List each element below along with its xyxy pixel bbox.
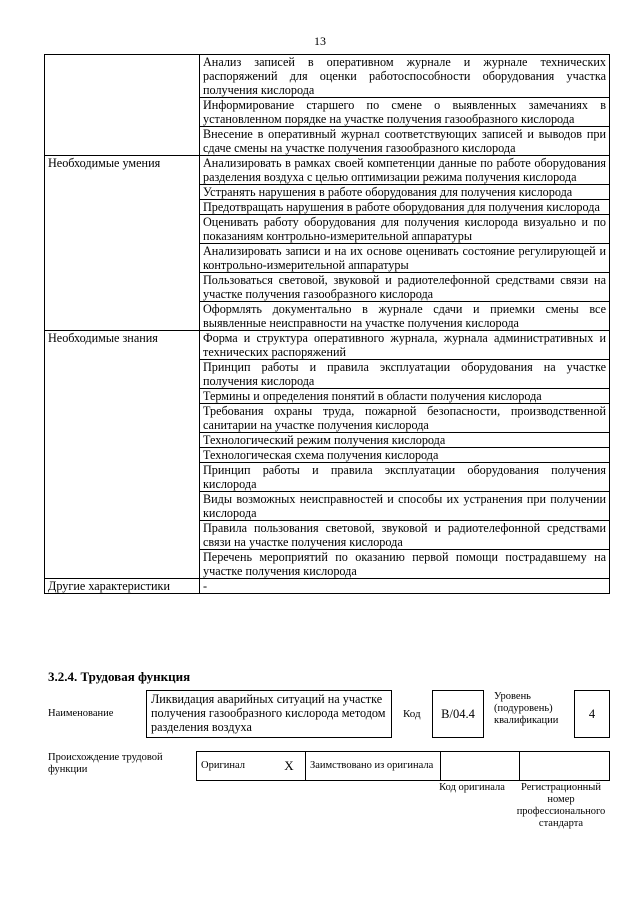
table-item: Технологическая схема получения кислорода — [200, 448, 610, 463]
function-code-value: B/04.4 — [432, 690, 484, 738]
table-item: Предотвращать нарушения в работе оборудования для получения кислорода — [200, 200, 610, 215]
origin-original-label: Оригинал — [201, 760, 245, 771]
table-item: Форма и структура оперативного журнала, журнала административных и технических распоряжений — [200, 331, 610, 360]
function-name-value: Ликвидация аварийных ситуаций на участке получения газообразного кислорода методом разделения воздуха — [146, 690, 392, 738]
table-item: Технологический режим получения кислорода — [200, 433, 610, 448]
qualification-level-value: 4 — [574, 690, 610, 738]
table-item: Требования охраны труда, пожарной безопасности, производственной санитарии на участке получения кислорода — [200, 404, 610, 433]
table-item: Анализировать записи и на их основе оценивать состояние регулирующей и контрольно-измерительной аппаратуры — [200, 244, 610, 273]
section-title: 3.2.4. Трудовая функция — [48, 669, 191, 684]
table-row — [45, 55, 610, 98]
table-item: Внесение в оперативный журнал соответствующих записей и выводов при сдаче смены на участке получения газообразного кислорода — [200, 127, 610, 156]
table-row — [45, 331, 610, 360]
original-code-caption: Код оригинала — [439, 782, 505, 793]
table-item: Виды возможных неисправностей и способы их устранения при получении кислорода — [200, 492, 610, 521]
table-item: Пользоваться световой, звуковой и радиотелефонной средствами связи на участке получения газообразного кислорода — [200, 273, 610, 302]
table-item: Анализировать в рамках своей компетенции данные по работе оборудования разделения воздуха с целью оптимизации режима получения кислорода — [200, 156, 610, 185]
table-item: Термины и определения понятий в области получения кислорода — [200, 389, 610, 404]
origin-reg-number-cell — [520, 752, 610, 781]
requirements-table — [44, 54, 610, 594]
group-label — [45, 55, 200, 156]
table-row — [45, 579, 610, 594]
origin-code-cell — [441, 752, 520, 781]
table-item: Принцип работы и правила эксплуатации оборудования получения кислорода — [200, 463, 610, 492]
table-item: Оформлять документально в журнале сдачи и приемки смены все выявленные неисправности на участке получения кислорода — [200, 302, 610, 331]
qualification-level-label: Уровень (подуровень) квалификации — [494, 691, 559, 726]
code-label: Код — [403, 708, 421, 720]
table-item: Информирование старшего по смене о выявленных замечаниях в установленном порядке на участке получения газообразного кислорода — [200, 98, 610, 127]
origin-borrowed-label: Заимствовано из оригинала — [306, 752, 441, 781]
origin-mark: X — [273, 752, 306, 781]
table-item: Устранять нарушения в работе оборудования для получения кислорода — [200, 185, 610, 200]
page-number: 13 — [314, 34, 326, 48]
table-item: Оценивать работу оборудования для получения кислорода визуально и по показаниям контрольно-измерительной аппаратуры — [200, 215, 610, 244]
table-item: Анализ записей в оперативном журнале и журнале технических распоряжений для оценки работоспособности оборудования участка получения кислорода — [200, 55, 610, 98]
group-label: Необходимые знания — [45, 331, 200, 579]
name-label: Наименование — [48, 708, 114, 719]
registration-number-caption: Регистрационный номер профессионального стандарта — [516, 782, 606, 829]
origin-label: Происхождение трудовой функции — [48, 752, 163, 775]
origin-original-cell — [197, 752, 274, 781]
table-item: Принцип работы и правила эксплуатации оборудования на участке получения кислорода — [200, 360, 610, 389]
table-item: Перечень мероприятий по оказанию первой помощи пострадавшему на участке получения кислорода — [200, 550, 610, 579]
origin-table — [196, 751, 610, 781]
table-item: Правила пользования световой, звуковой и радиотелефонной средствами связи на участке получения кислорода — [200, 521, 610, 550]
group-label: Другие характеристики — [45, 579, 200, 594]
table-item: - — [200, 579, 610, 594]
group-label: Необходимые умения — [45, 156, 200, 331]
table-row — [45, 156, 610, 185]
